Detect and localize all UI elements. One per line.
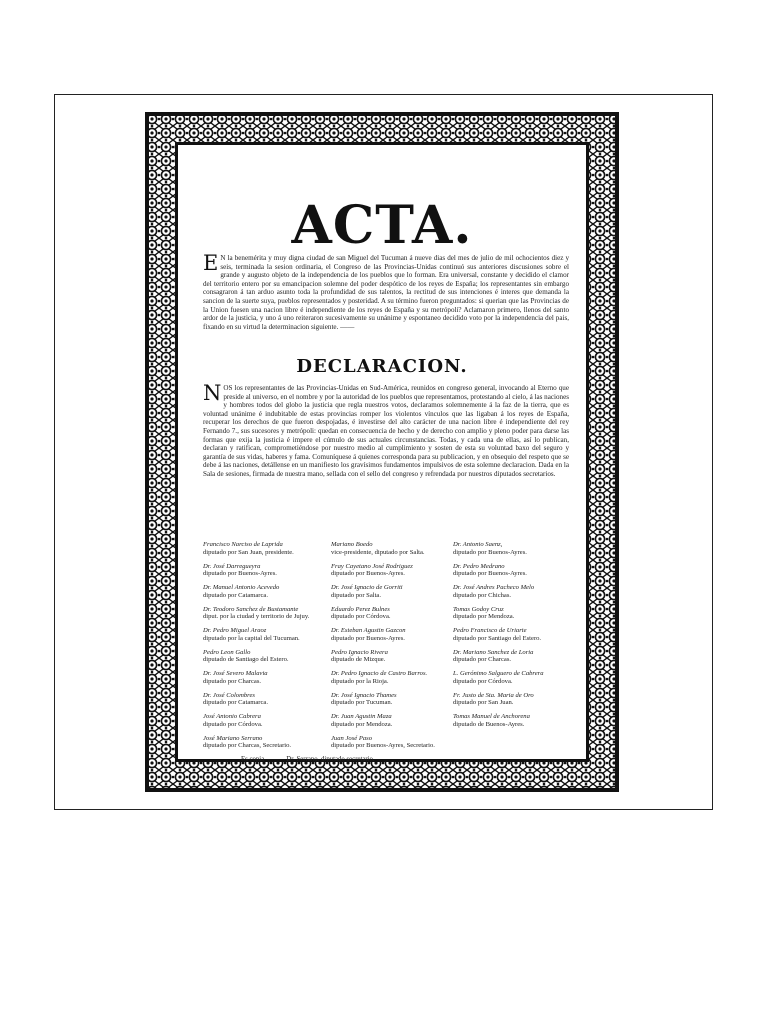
signer-role: diputado por la capital del Tucuman. — [203, 634, 300, 642]
signature-entry — [203, 735, 333, 750]
signer-name: Dr. Teodoro Sanchez de Bustamante — [203, 605, 299, 613]
signer-name: L. Gerónimo Salguero de Cabrera — [453, 670, 544, 677]
signature-entry — [331, 606, 461, 621]
signer-role: diputado por Córdova. — [453, 677, 513, 685]
signature-entry — [453, 563, 583, 578]
signer-role: diputado de Mizque. — [331, 656, 386, 664]
signer-name: Pedro Leon Gallo — [203, 648, 251, 656]
signature-entry — [453, 584, 583, 599]
signature-entry — [203, 692, 333, 707]
signer-name: Dr. Pedro Medrano — [453, 562, 505, 570]
signer-role: diputado por Charcas. — [203, 677, 262, 685]
signer-role: diputado por Santiago del Estero. — [453, 634, 542, 642]
signer-role: diputado por Mendoza. — [331, 720, 393, 728]
signer-role: diputado por Córdova. — [331, 613, 391, 621]
signer-name: Dr. José Severo Malavia — [203, 670, 268, 677]
signer-role: diputado por San Juan, presidente. — [203, 548, 294, 556]
signature-entry — [331, 670, 461, 685]
signature-entry — [331, 563, 461, 578]
signer-name: Dr. José Ignacio de Gorriti — [331, 584, 403, 591]
signer-name: Dr. Mariano Sanchez de Loria — [453, 648, 534, 656]
signer-name: Dr. José Ignacio Thames — [331, 691, 397, 699]
signature-entry — [203, 627, 333, 642]
signer-name: Pedro Francisco de Uriarte — [453, 627, 527, 634]
signature-entry — [331, 627, 461, 642]
certified-copy-line: Es copia——— Dr. Serrano, diputado secretario. — [241, 756, 375, 763]
intro-paragraph: E N la benemérita y muy digna ciudad de san Miguel del Tucuman á nueve dias del mes de julio de mil ochocientos diez y seis, terminada la sesion ordinaria, el Congreso de las Provincias-Unidas continuó sus anteriores discusiones sobre el grande y augusto objeto de la independencia de los pueblos que lo forman. Era universal, constante y decidido el clamor del territorio entero por su emancipacion solemne del poder despótico de los reyes de España; los representantes sin embargo consagraron á tan arduo asunto toda la profundidad de sus talentos, la rectitud de sus intenciones é interes que demanda la sancion de la suerte suya, pueblos representados y posteridad. A su término fueron preguntados: si querian que las Provincias de la Union fuesen una nacion libre é independiente de los reyes de España y su metrópoli? Aclamaron primero, llenos del santo ardor de la justicia, y uno á uno reiteraron sucesivamente su unánime y espontaneo decidido voto por la independencia del pais, fixando en su virtud la determinacion siguiente. —— — [203, 251, 569, 331]
declaration-paragraph: NOS los representantes de las Provincias-Unidas en Sud-América, reunidos en congreso general, invocando al Eterno que preside al universo, en el nombre y por la autoridad de los pueblos que representamos, protestando al cielo, á las naciones y hombres todos del globo la justicia que regla nuestros votos, declaramos solemnemente á la faz de la tierra, que es voluntad unánime é indubitable de estas provincias romper los violentos vínculos que las ligaban á los reyes de España, recuperar los derechos de que fueron despojadas, é investirse del alto carácter de una nacion libre é independiente del rey Fernando 7., sus sucesores y metrópoli: quedan en consecuencia de hecho y de derecho con amplio y pleno poder para darse las formas que exija la justicia é impere el cúmulo de sus actuales circunstancias. Todas, y cada una de ellas, así lo publican, declaran y ratifican, comprometiéndose por nuestro medio al cumplimiento y sosten de esta su voluntad baxo del seguro y garantía de sus vidas, haberes y fama. Comuníquese á quienes corresponda para su publicacion, y en obsequio del respeto que se debe á las naciones, detállense en un manifiesto los gravísimos fundamentos impulsivos de esta solemne declaracion. Dada en la Sala de sesiones, firmada de nuestra mano, sellada con el sello del congreso y refrendada por nuestros diputados secretarios. — [203, 381, 569, 478]
document-image — [145, 112, 619, 792]
signature-entry — [203, 649, 333, 664]
signature-entry — [453, 692, 583, 707]
signature-entry — [203, 563, 333, 578]
signer-role: diputado por San Juan. — [453, 699, 514, 707]
signer-name: Mariano Boedo — [331, 541, 373, 548]
signature-entry — [453, 713, 583, 728]
signature-entry — [203, 713, 333, 728]
signer-name: Fr. Justo de Sta. Maria de Oro — [453, 691, 534, 699]
document-title: ACTA. — [291, 195, 473, 256]
signer-name: Eduardo Perez Bulnes — [331, 605, 390, 613]
signer-role: diputado por Córdova. — [203, 720, 263, 728]
signer-role: diputado por Charcas, Secretario. — [203, 742, 292, 750]
signer-role: diputado por Buenos-Ayres, Secretario. — [331, 742, 435, 750]
signer-role: diputado por Buenos-Ayres. — [331, 570, 405, 578]
signature-entry — [331, 692, 461, 707]
signer-name: Dr. José Darregueyra — [203, 562, 261, 570]
signer-name: Dr. Manuel Antonio Acevedo — [203, 584, 280, 591]
signature-entry — [203, 606, 333, 621]
signature-entry — [331, 541, 461, 556]
signer-name: Dr. Juan Agustin Maza — [331, 713, 392, 720]
signer-role: diputado por Buenos-Ayres. — [453, 570, 527, 578]
dropcap-n: N — [203, 381, 222, 405]
signer-name: Fray Cayetano José Rodriguez — [331, 562, 413, 570]
signer-name: Juan José Paso — [331, 734, 373, 742]
signer-role: diputado por la Rioja. — [331, 677, 389, 685]
signer-role: diputado por Charcas. — [453, 656, 512, 664]
signer-role: diputado por Buenos-Ayres. — [453, 548, 527, 556]
signer-role: diputado de Buenos-Ayres. — [453, 720, 525, 728]
signer-name: Dr. Antonio Saenz, — [453, 541, 503, 548]
signature-entry — [331, 735, 461, 750]
signer-name: Dr. Pedro Ignacio de Castro Barros. — [331, 670, 428, 677]
signer-role: diputado por Mendoza. — [453, 613, 515, 621]
signer-role: diputado por Catamarca. — [203, 591, 268, 599]
signer-role: diputado por Buenos-Ayres. — [203, 570, 277, 578]
signature-entry — [331, 713, 461, 728]
signer-name: Tomas Manuel de Anchorena — [453, 713, 530, 720]
signature-entry — [453, 606, 583, 621]
signature-entry — [453, 627, 583, 642]
document-body — [181, 148, 583, 763]
dropcap-e: E — [203, 251, 219, 275]
signer-name: José Mariano Serrano — [203, 734, 263, 742]
signer-name: Tomas Godoy Cruz — [453, 605, 504, 613]
signature-entry — [203, 541, 333, 556]
signer-role: vice-presidente, diputado por Salta. — [331, 548, 425, 556]
signer-role: diputado por Buenos-Ayres. — [331, 634, 405, 642]
signer-role: diputado por Tucuman. — [331, 699, 393, 707]
declaration-heading: DECLARACION. — [296, 356, 468, 377]
signer-name: Francisco Narciso de Laprida — [203, 541, 283, 548]
signer-role: diputado por Salta. — [331, 591, 381, 599]
signature-entry — [453, 649, 583, 664]
signature-entry — [331, 584, 461, 599]
signer-name: José Antonio Cabrera — [203, 713, 261, 720]
signer-name: Pedro Ignacio Rivera — [331, 648, 388, 656]
signer-name: Dr. Pedro Miguel Araoz — [203, 627, 267, 634]
signer-name: Dr. Esteban Agustin Gazcon — [331, 627, 406, 634]
signer-role: diputado por Catamarca. — [203, 699, 268, 707]
signer-name: Dr. José Colombres — [203, 691, 255, 699]
signer-name: Dr. José Andres Pacheco Melo — [453, 584, 535, 591]
signer-role: diput. por la ciudad y territorio de Jujuy. — [203, 613, 310, 621]
signature-entry — [203, 670, 333, 685]
signature-entry — [453, 670, 583, 685]
signature-entry — [203, 584, 333, 599]
signature-entry — [331, 649, 461, 664]
signer-role: diputado de Santiago del Estero. — [203, 656, 289, 664]
signature-entry — [453, 541, 583, 556]
signer-role: diputado por Chichas. — [453, 591, 512, 599]
